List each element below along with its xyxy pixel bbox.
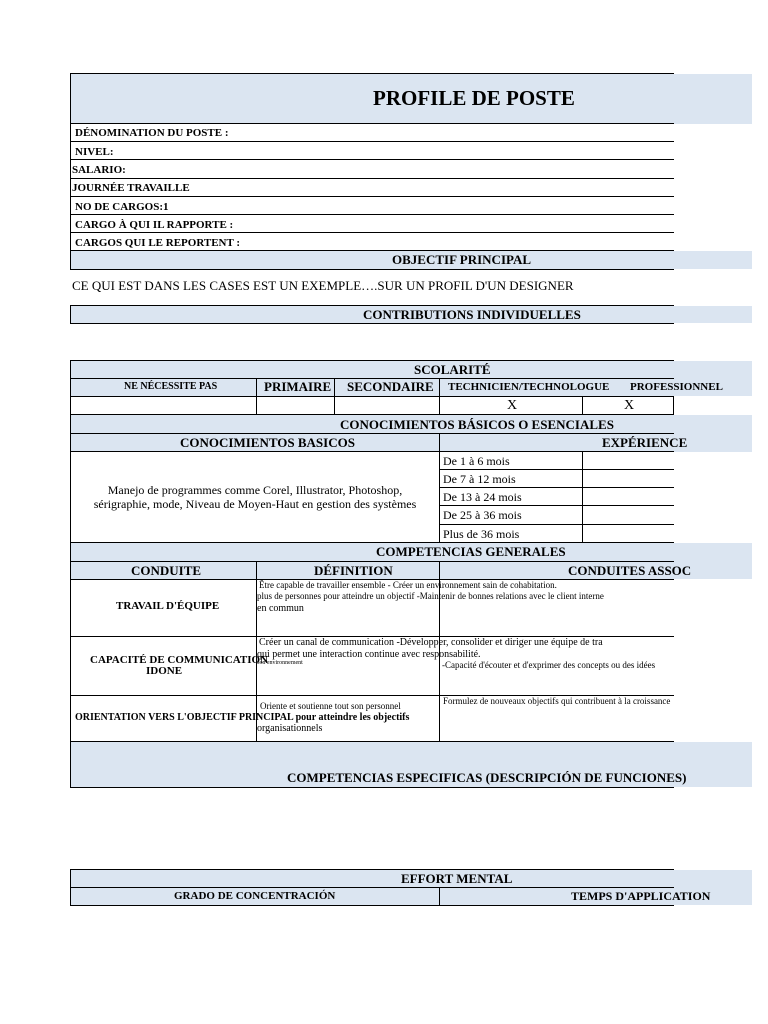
effort-heading: EFFORT MENTAL <box>401 871 513 886</box>
field-no-cargos: NO DE CARGOS:1 <box>75 201 169 213</box>
scol-col-secondaire: SECONDAIRE <box>347 379 434 394</box>
experience-heading: EXPÉRIENCE <box>602 435 688 450</box>
scol-col-ne-necessite: NE NÉCESSITE PAS <box>124 381 218 392</box>
conocimientos-heading: CONOCIMIENTOS BÁSICOS O ESENCIALES <box>340 417 614 432</box>
definition-text: en commun <box>257 603 304 614</box>
experience-row: De 1 à 6 mois <box>443 454 510 468</box>
scol-col-professionnel: PROFESSIONNEL <box>630 381 723 393</box>
scol-col-technicien: TECHNICIEN/TECHNOLOGUE <box>448 381 610 393</box>
col-conduite: CONDUITE <box>131 563 202 578</box>
conduite-assoc-text: -Capacité d'écouter et d'exprimer des concepts ou des idées <box>442 660 656 670</box>
field-cargo-rapporte: CARGO À QUI IL RAPPORTE : <box>75 219 234 231</box>
definition-text: Créer un canal de communication -Développer, consolider et diriger une équipe de tra <box>259 637 603 648</box>
definition-text: plus de personnes pour atteindre un objectif -Maintenir de bonnes relations avec le client interne <box>257 591 604 601</box>
competencias-heading: COMPETENCIAS GENERALES <box>376 544 566 559</box>
experience-row: De 7 à 12 mois <box>443 472 516 486</box>
conocimientos-text-l2: sérigraphie, mode, Niveau de Moyen-Haut en gestion des systèmes <box>93 497 417 511</box>
scol-mark-technicien: X <box>507 398 518 413</box>
especificas-heading: COMPETENCIAS ESPECIFICAS (DESCRIPCIÓN DE FUNCIONES) <box>287 770 687 785</box>
effort-col-concentracion: GRADO DE CONCENTRACIÓN <box>174 890 336 902</box>
conduite-travail-equipe: TRAVAIL D'ÉQUIPE <box>116 600 220 612</box>
conduite-communication-l1: CAPACITÉ DE COMMUNICATION <box>90 654 269 666</box>
conduite-communication-l2: IDONE <box>146 665 183 677</box>
effort-col-temps: TEMPS D'APPLICATION <box>571 889 711 903</box>
contributions-heading: CONTRIBUTIONS INDIVIDUELLES <box>363 307 581 322</box>
field-journee: JOURNÉE TRAVAILLE <box>72 182 190 194</box>
scol-col-primaire: PRIMAIRE <box>264 379 332 394</box>
field-cargos-reportent: CARGOS QUI LE REPORTENT : <box>75 237 241 249</box>
definition-text: son environnement <box>257 660 303 666</box>
experience-row: Plus de 36 mois <box>443 527 520 541</box>
definition-text: qui permet une interaction continue avec responsabilité. <box>257 649 481 660</box>
definition-text: Être capable de travailler ensemble - Créer un environnement sain de cohabitation. <box>259 580 557 590</box>
experience-row: De 25 à 36 mois <box>443 508 522 522</box>
experience-row: De 13 à 24 mois <box>443 490 522 504</box>
page-title: PROFILE DE POSTE <box>373 86 575 110</box>
conocimientos-left-heading: CONOCIMIENTOS BASICOS <box>180 435 355 450</box>
field-denomination: DÉNOMINATION DU POSTE : <box>75 127 229 139</box>
col-conduites-assoc: CONDUITES ASSOC <box>568 563 692 578</box>
col-definition: DÉFINITION <box>314 563 393 578</box>
scolarite-heading: SCOLARITÉ <box>414 362 491 377</box>
field-nivel: NIVEL: <box>75 146 114 158</box>
scol-mark-professionnel: X <box>624 398 635 413</box>
objectif-heading: OBJECTIF PRINCIPAL <box>392 252 532 267</box>
objectif-note: CE QUI EST DANS LES CASES EST UN EXEMPLE….SUR UN PROFIL D'UN DESIGNER <box>72 278 574 293</box>
definition-text: Oriente et soutienne tout son personnel <box>260 701 401 711</box>
conduite-orientation <box>75 712 409 723</box>
conduite-assoc-text: Formulez de nouveaux objectifs qui contribuent à la croissance <box>443 696 671 706</box>
conduite-orientation-label: ORIENTATION VERS L'OBJECTIF PRINCIPAL <box>75 712 294 723</box>
conduite-orientation-suffix: pour atteindre les objectifs <box>293 712 410 723</box>
field-salario: SALARIO: <box>72 164 126 176</box>
definition-text: organisationnels <box>257 723 323 734</box>
conocimientos-text-l1: Manejo de programmes comme Corel, Illustrator, Photoshop, <box>107 483 403 497</box>
